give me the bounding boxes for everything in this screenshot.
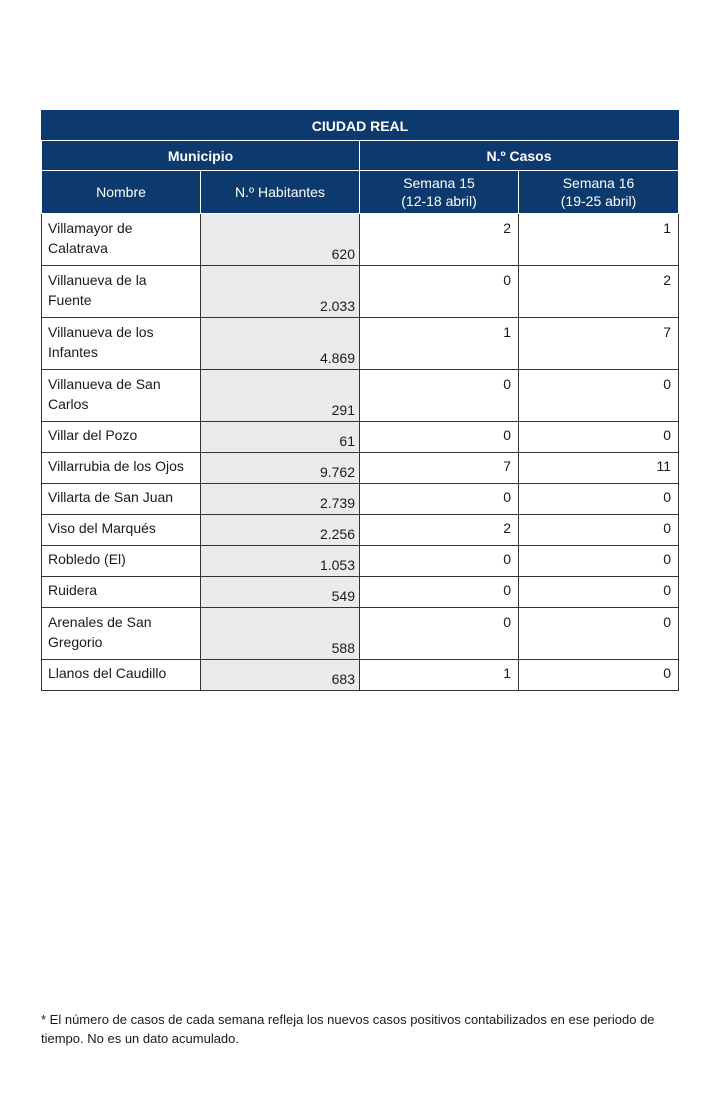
cell-semana-15: 0	[360, 546, 519, 577]
header-municipio: Municipio	[42, 141, 360, 171]
cell-semana-15: 7	[360, 453, 519, 484]
cell-habitantes: 61	[201, 422, 360, 453]
cell-nombre: Viso del Marqués	[42, 515, 201, 546]
cell-semana-16: 0	[519, 660, 679, 691]
cell-nombre: Villar del Pozo	[42, 422, 201, 453]
cell-semana-15: 1	[360, 660, 519, 691]
cell-semana-15: 0	[360, 422, 519, 453]
table-row	[42, 370, 679, 422]
cell-semana-15: 2	[360, 515, 519, 546]
cell-nombre: Villanueva de los Infantes	[42, 318, 201, 370]
cell-semana-15: 0	[360, 266, 519, 318]
cell-semana-15: 2	[360, 214, 519, 266]
cell-semana-15: 0	[360, 608, 519, 660]
table-row	[42, 515, 679, 546]
cell-nombre: Villanueva de la Fuente	[42, 266, 201, 318]
header-casos: N.º Casos	[360, 141, 679, 171]
header-semana-15-line1: Semana 15	[403, 175, 475, 191]
table-row	[42, 660, 679, 691]
header-semana-16	[519, 171, 679, 214]
table-row	[42, 266, 679, 318]
cell-semana-16: 0	[519, 515, 679, 546]
cell-habitantes: 588	[201, 608, 360, 660]
table-row	[42, 453, 679, 484]
footnote: * El número de casos de cada semana refleja los nuevos casos positivos contabilizados en ese periodo de tiempo. No es un dato acumulado.	[41, 1012, 655, 1046]
cell-nombre: Llanos del Caudillo	[42, 660, 201, 691]
cell-habitantes: 9.762	[201, 453, 360, 484]
header-habitantes: N.º Habitantes	[201, 171, 360, 214]
header-nombre: Nombre	[42, 171, 201, 214]
cell-nombre: Villarrubia de los Ojos	[42, 453, 201, 484]
cell-semana-16: 11	[519, 453, 679, 484]
cell-semana-15: 0	[360, 370, 519, 422]
cell-semana-16: 2	[519, 266, 679, 318]
cell-habitantes: 683	[201, 660, 360, 691]
cell-habitantes: 549	[201, 577, 360, 608]
cell-habitantes: 2.033	[201, 266, 360, 318]
cell-habitantes: 1.053	[201, 546, 360, 577]
header-semana-15	[360, 171, 519, 214]
cell-semana-16: 0	[519, 484, 679, 515]
cell-habitantes: 620	[201, 214, 360, 266]
cell-habitantes: 2.256	[201, 515, 360, 546]
table-row	[42, 318, 679, 370]
cell-semana-16: 0	[519, 370, 679, 422]
header-semana-16-line2: (19-25 abril)	[560, 193, 637, 209]
cell-nombre: Ruidera	[42, 577, 201, 608]
cell-nombre: Villarta de San Juan	[42, 484, 201, 515]
cell-habitantes: 4.869	[201, 318, 360, 370]
cell-nombre: Villanueva de San Carlos	[42, 370, 201, 422]
cell-habitantes: 2.739	[201, 484, 360, 515]
cell-nombre: Robledo (El)	[42, 546, 201, 577]
cell-semana-15: 0	[360, 577, 519, 608]
cases-table	[41, 110, 679, 691]
cell-semana-16: 0	[519, 422, 679, 453]
table-row	[42, 422, 679, 453]
cell-nombre: Arenales de San Gregorio	[42, 608, 201, 660]
cell-semana-16: 7	[519, 318, 679, 370]
cell-semana-16: 0	[519, 608, 679, 660]
cell-semana-15: 1	[360, 318, 519, 370]
cell-semana-16: 1	[519, 214, 679, 266]
table-title: CIUDAD REAL	[42, 111, 679, 141]
table-row	[42, 484, 679, 515]
table-row	[42, 608, 679, 660]
header-semana-15-line2: (12-18 abril)	[401, 193, 477, 209]
cell-habitantes: 291	[201, 370, 360, 422]
header-semana-16-line1: Semana 16	[562, 175, 635, 191]
cell-semana-16: 0	[519, 577, 679, 608]
cell-nombre: Villamayor de Calatrava	[42, 214, 201, 266]
table-row	[42, 577, 679, 608]
table-row	[42, 546, 679, 577]
table-row	[42, 214, 679, 266]
cell-semana-15: 0	[360, 484, 519, 515]
cell-semana-16: 0	[519, 546, 679, 577]
